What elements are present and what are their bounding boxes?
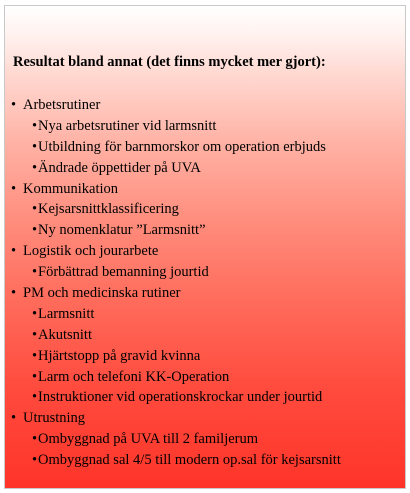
- section-title: Arbetsrutiner: [23, 97, 101, 113]
- list-item: [11, 450, 341, 471]
- list-item-text: Instruktioner vid operationskrockar under jourtid: [38, 389, 323, 406]
- bullet-icon: •: [32, 305, 38, 322]
- section-logistik: [11, 241, 341, 262]
- bullet-icon: •: [32, 326, 38, 343]
- list-item-text: Hjärtstopp på gravid kvinna: [38, 347, 201, 364]
- bullet-icon: •: [32, 201, 38, 218]
- bullet-icon: •: [32, 117, 38, 134]
- section-title: Utrustning: [23, 410, 86, 427]
- bullet-icon: •: [11, 243, 17, 260]
- section-arbetsrutiner: [11, 95, 341, 116]
- list-item: [11, 158, 341, 179]
- panel-heading: Resultat bland annat (det finns mycket mer gjort):: [13, 54, 326, 70]
- list-item: [11, 346, 341, 367]
- bullet-icon: •: [32, 368, 38, 385]
- results-panel: [4, 5, 406, 489]
- list-item-text: Ombyggnad på UVA till 2 familjerum: [38, 431, 259, 448]
- bullet-icon: •: [32, 159, 38, 176]
- section-utrustning: [11, 408, 341, 429]
- bullet-icon: •: [11, 180, 17, 197]
- bullet-icon: •: [32, 222, 38, 239]
- list-item-text: Larmsnitt: [38, 305, 95, 322]
- list-item-text: Nya arbetsrutiner vid larmsnitt: [38, 117, 217, 134]
- list-item: [11, 367, 341, 388]
- list-item-text: Förbättrad bemanning jourtid: [38, 264, 209, 281]
- section-kommunikation: [11, 179, 341, 200]
- bullet-icon: •: [32, 389, 38, 406]
- list-item: [11, 220, 341, 241]
- bullet-icon: •: [32, 347, 38, 364]
- bullet-icon: •: [32, 452, 38, 469]
- list-item: [11, 325, 341, 346]
- bullet-icon: •: [32, 431, 38, 448]
- bullet-icon: •: [11, 285, 17, 302]
- list-item: [11, 137, 341, 158]
- list-item-text: Akutsnitt: [38, 326, 92, 343]
- list-item: [11, 429, 341, 450]
- bullet-icon: •: [32, 138, 38, 155]
- list-item-text: Ändrade öppettider på UVA: [38, 159, 201, 176]
- list-item: [11, 387, 341, 408]
- list-item: [11, 199, 341, 220]
- bullet-icon: •: [11, 97, 17, 113]
- list-item-text: Kejsarsnittklassificering: [38, 201, 179, 218]
- section-title: Logistik och jourarbete: [23, 243, 159, 260]
- list-item: [11, 304, 341, 325]
- list-item: [11, 116, 341, 137]
- section-title: PM och medicinska rutiner: [23, 285, 181, 302]
- list-item-text: Ombyggnad sal 4/5 till modern op.sal för kejsarsnitt: [38, 452, 341, 469]
- list-item-text: Utbildning för barnmorskor om operation erbjuds: [38, 138, 326, 155]
- list-item-text: Ny nomenklatur ”Larmsnitt”: [38, 222, 206, 239]
- bullet-icon: •: [32, 264, 38, 281]
- list-item: [11, 262, 341, 283]
- section-title: Kommunikation: [23, 180, 119, 197]
- results-list: [11, 95, 341, 471]
- list-item-text: Larm och telefoni KK-Operation: [38, 368, 230, 385]
- section-pm-rutiner: [11, 283, 341, 304]
- bullet-icon: •: [11, 410, 17, 427]
